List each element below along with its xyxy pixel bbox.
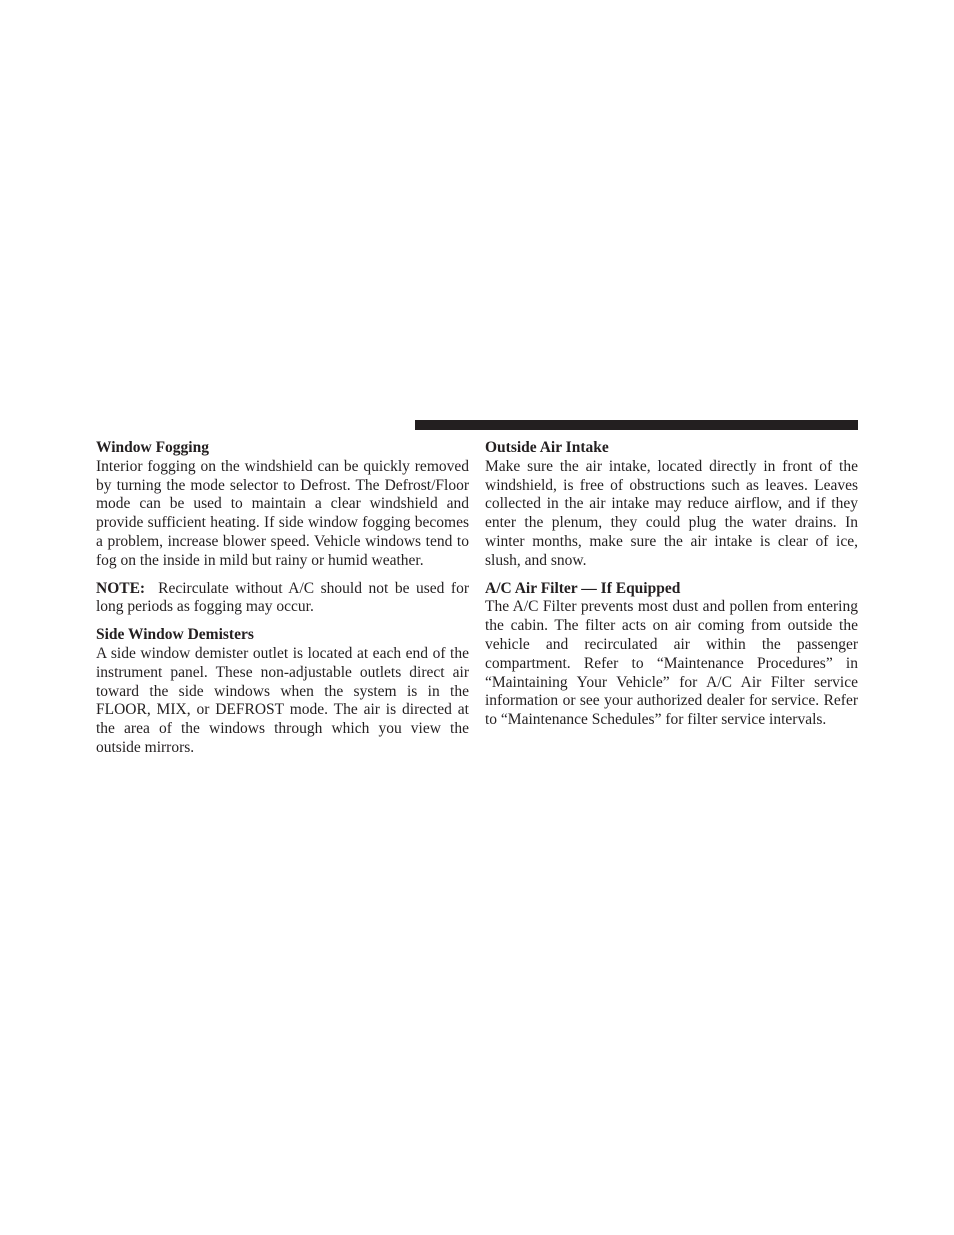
- outside-air-intake-body: Make sure the air intake, located directly in front of the windshield, is free of obstructions such as leaves. Leaves collected in the air intake may reduce airflow, and if they enter the plenum, they could plug the water drains. In winter months, make sure the air intake is clear of ice, slush, and snow.: [485, 457, 858, 569]
- section-rule: [415, 420, 858, 430]
- side-window-demisters-body: A side window demister outlet is located at each end of the instrument panel. These non-adjustable outlets direct air toward the side windows when the system is in the FLOOR, MIX, or DEFROST mode. The air is directed at the area of the windows through which you view the outside mirrors.: [96, 644, 469, 756]
- outside-air-intake-heading: Outside Air Intake: [485, 439, 609, 456]
- side-window-demisters-heading: Side Window Demisters: [96, 626, 254, 644]
- ac-air-filter-heading: A/C Air Filter — If Equipped: [485, 579, 681, 597]
- left-column: [96, 439, 469, 758]
- note-label: NOTE:: [96, 579, 146, 597]
- ac-air-filter-body: The A/C Filter prevents most dust and pollen from entering the cabin. The filter acts on air coming from outside the vehicle and recirculated air within the passenger compartment. Refer to “Maintenance Procedures” in “Maintaining Your Vehicle” for A/C Air Filter service information or see your authorized dealer for service. Refer to “Maintenance Schedules” for filter service intervals.: [485, 598, 858, 729]
- note-text: Recirculate without A/C should not be used for long periods as fogging may occur.: [96, 579, 469, 616]
- note-paragraph: [96, 580, 469, 618]
- window-fogging-body: Interior fogging on the windshield can be quickly removed by turning the mode selector to Defrost. The Defrost/Floor mode can be used to maintain a clear windshield and provide sufficient heating. If side window fogging becomes a problem, increase blower speed. Vehicle windows tend to fog on the inside in mild but rainy or humid weather.: [96, 457, 469, 569]
- window-fogging-heading: Window Fogging: [96, 439, 209, 456]
- right-column: [485, 439, 858, 730]
